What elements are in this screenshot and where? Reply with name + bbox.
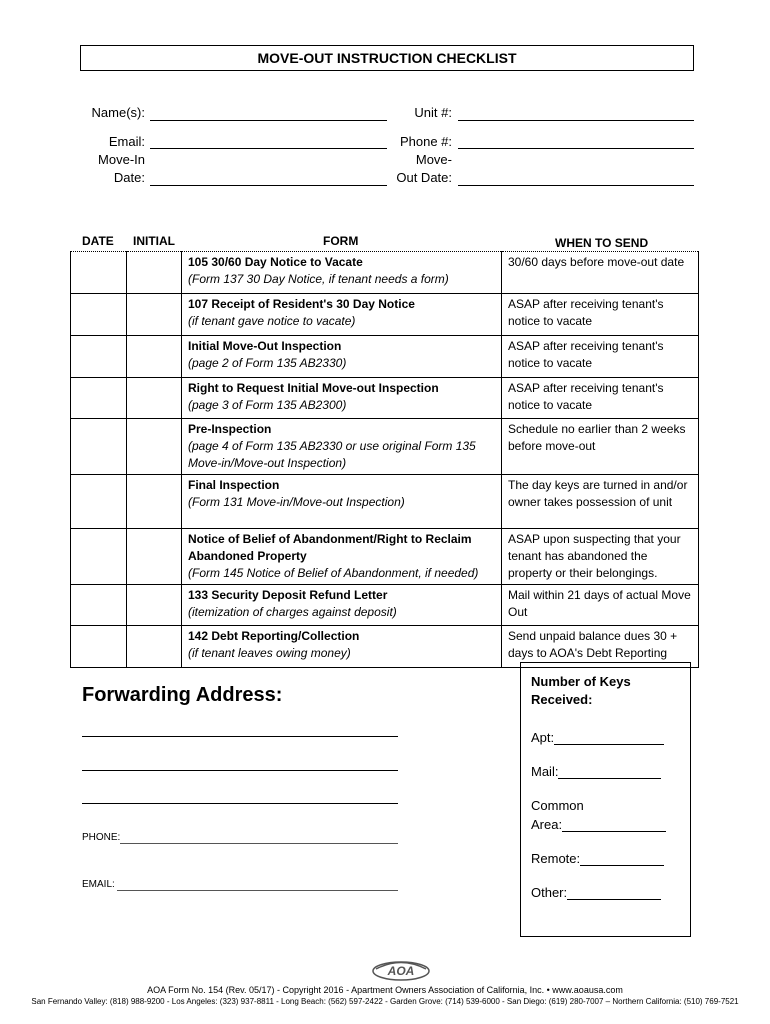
table-row	[71, 419, 699, 475]
aoa-logo	[370, 958, 432, 982]
forwarding-address-line-2[interactable]	[82, 770, 398, 771]
keys-remote-row	[531, 851, 664, 866]
form-cell	[182, 475, 502, 529]
phone-label: Phone #:	[399, 134, 452, 149]
unit-label: Unit #:	[414, 105, 452, 120]
date-cell[interactable]	[71, 294, 127, 336]
email-field[interactable]	[150, 148, 387, 149]
form-name: Notice of Belief of Abandonment/Right to Reclaim Abandoned Property	[188, 532, 472, 563]
form-name: 142 Debt Reporting/Collection	[188, 629, 360, 643]
when-to-send-cell: Send unpaid balance dues 30 + days to AOA's Debt Reporting	[502, 626, 699, 668]
form-note: (page 3 of Form 135 AB2300)	[188, 398, 347, 412]
keys-common-label-2: Area:	[531, 817, 563, 832]
form-name: Pre-Inspection	[188, 422, 272, 436]
email-label: Email:	[108, 134, 145, 149]
keys-mail-label: Mail:	[531, 764, 559, 779]
move-out-label-1: Move-	[415, 152, 452, 167]
forwarding-address-title: Forwarding Address:	[82, 684, 283, 706]
forwarding-phone-field[interactable]	[120, 843, 398, 844]
initial-cell[interactable]	[127, 378, 182, 419]
form-cell	[182, 529, 502, 585]
form-note: (page 2 of Form 135 AB2330)	[188, 356, 347, 370]
column-initial: INITIAL	[133, 234, 175, 248]
keys-common-field[interactable]	[562, 817, 666, 832]
unit-field[interactable]	[458, 120, 694, 121]
when-to-send-cell: ASAP after receiving tenant's notice to vacate	[502, 336, 699, 378]
move-in-label-1: Move-In	[98, 152, 145, 167]
forwarding-phone-label: PHONE:	[82, 832, 121, 843]
keys-other-label: Other:	[531, 885, 568, 900]
when-to-send-cell: ASAP upon suspecting that your tenant has abandoned the property or their belongings.	[502, 529, 699, 585]
initial-cell[interactable]	[127, 419, 182, 475]
form-name: Initial Move-Out Inspection	[188, 339, 342, 353]
form-note: (Form 145 Notice of Belief of Abandonment, if needed)	[188, 566, 479, 580]
form-cell	[182, 585, 502, 626]
keys-apt-field[interactable]	[554, 730, 664, 745]
checklist-table	[70, 251, 699, 668]
date-cell[interactable]	[71, 585, 127, 626]
form-cell	[182, 252, 502, 294]
forwarding-email-field[interactable]	[117, 890, 398, 891]
when-to-send-cell: Schedule no earlier than 2 weeks before move-out	[502, 419, 699, 475]
when-to-send-cell: ASAP after receiving tenant's notice to vacate	[502, 294, 699, 336]
move-out-label-2: Out Date:	[396, 170, 452, 185]
names-field[interactable]	[150, 120, 387, 121]
forwarding-address-line-3[interactable]	[82, 803, 398, 804]
move-out-date-field[interactable]	[458, 185, 694, 186]
phone-field[interactable]	[458, 148, 694, 149]
names-label: Name(s):	[91, 105, 145, 120]
move-in-label-2: Date:	[113, 170, 145, 185]
form-name: Right to Request Initial Move-out Inspection	[188, 381, 439, 395]
footer-line-2: San Fernando Valley: (818) 988-9200 - Los Angeles: (323) 937-8811 - Long Beach: (562) 597-2422 - Garden Grove: (714) 539-6000 - San Diego: (619) 280-7007 – Northern California: (510) 769-7521	[31, 997, 739, 1006]
date-cell[interactable]	[71, 475, 127, 529]
forwarding-email-label: EMAIL:	[82, 879, 115, 890]
keys-apt-label: Apt:	[531, 730, 555, 745]
aoa-logo-graphic	[370, 958, 432, 982]
initial-cell[interactable]	[127, 252, 182, 294]
keys-common-label-1: Common	[531, 798, 584, 813]
column-form: FORM	[323, 234, 359, 248]
table-row	[71, 475, 699, 529]
form-cell	[182, 626, 502, 668]
keys-apt-row	[531, 730, 664, 745]
form-name: 107 Receipt of Resident's 30 Day Notice	[188, 297, 415, 311]
keys-remote-field[interactable]	[580, 851, 664, 866]
form-note: (if tenant leaves owing money)	[188, 646, 351, 660]
form-note: (Form 131 Move-in/Move-out Inspection)	[188, 495, 405, 509]
column-when-to-send: WHEN TO SEND	[555, 236, 649, 250]
table-row	[71, 378, 699, 419]
when-to-send-cell: ASAP after receiving tenant's notice to vacate	[502, 378, 699, 419]
keys-mail-row	[531, 764, 661, 779]
table-row	[71, 294, 699, 336]
initial-cell[interactable]	[127, 626, 182, 668]
column-date: DATE	[82, 234, 114, 248]
initial-cell[interactable]	[127, 294, 182, 336]
form-note: (if tenant gave notice to vacate)	[188, 314, 356, 328]
when-to-send-cell: Mail within 21 days of actual Move Out	[502, 585, 699, 626]
keys-mail-field[interactable]	[558, 764, 661, 779]
when-to-send-cell: The day keys are turned in and/or owner takes possession of unit	[502, 475, 699, 529]
initial-cell[interactable]	[127, 336, 182, 378]
initial-cell[interactable]	[127, 529, 182, 585]
form-cell	[182, 378, 502, 419]
keys-title: Number of Keys Received:	[531, 674, 631, 707]
date-cell[interactable]	[71, 252, 127, 294]
date-cell[interactable]	[71, 626, 127, 668]
initial-cell[interactable]	[127, 585, 182, 626]
form-note: (page 4 of Form 135 AB2330 or use original Form 135 Move-in/Move-out Inspection)	[188, 439, 476, 470]
form-cell	[182, 419, 502, 475]
date-cell[interactable]	[71, 419, 127, 475]
date-cell[interactable]	[71, 336, 127, 378]
move-in-date-field[interactable]	[150, 185, 387, 186]
when-to-send-cell: 30/60 days before move-out date	[502, 252, 699, 294]
form-note: (itemization of charges against deposit)	[188, 605, 397, 619]
date-cell[interactable]	[71, 378, 127, 419]
form-name: 105 30/60 Day Notice to Vacate	[188, 255, 363, 269]
form-name: 133 Security Deposit Refund Letter	[188, 588, 388, 602]
keys-received-box	[520, 662, 691, 937]
table-row	[71, 585, 699, 626]
footer-line-1: AOA Form No. 154 (Rev. 05/17) - Copyright 2016 - Apartment Owners Association of California, Inc. • www.aoausa.com	[147, 985, 623, 995]
form-note: (Form 137 30 Day Notice, if tenant needs a form)	[188, 272, 449, 286]
form-cell	[182, 294, 502, 336]
forwarding-address-line-1[interactable]	[82, 736, 398, 737]
keys-remote-label: Remote:	[531, 851, 581, 866]
form-cell	[182, 336, 502, 378]
aoa-logo-text: AOA	[387, 964, 415, 978]
keys-other-field[interactable]	[567, 885, 661, 900]
initial-cell[interactable]	[127, 475, 182, 529]
form-name: Final Inspection	[188, 478, 280, 492]
date-cell[interactable]	[71, 529, 127, 585]
table-row	[71, 336, 699, 378]
page-title: MOVE-OUT INSTRUCTION CHECKLIST	[80, 45, 694, 71]
keys-other-row	[531, 885, 661, 900]
table-row	[71, 529, 699, 585]
keys-common-row	[531, 817, 666, 832]
table-row	[71, 252, 699, 294]
